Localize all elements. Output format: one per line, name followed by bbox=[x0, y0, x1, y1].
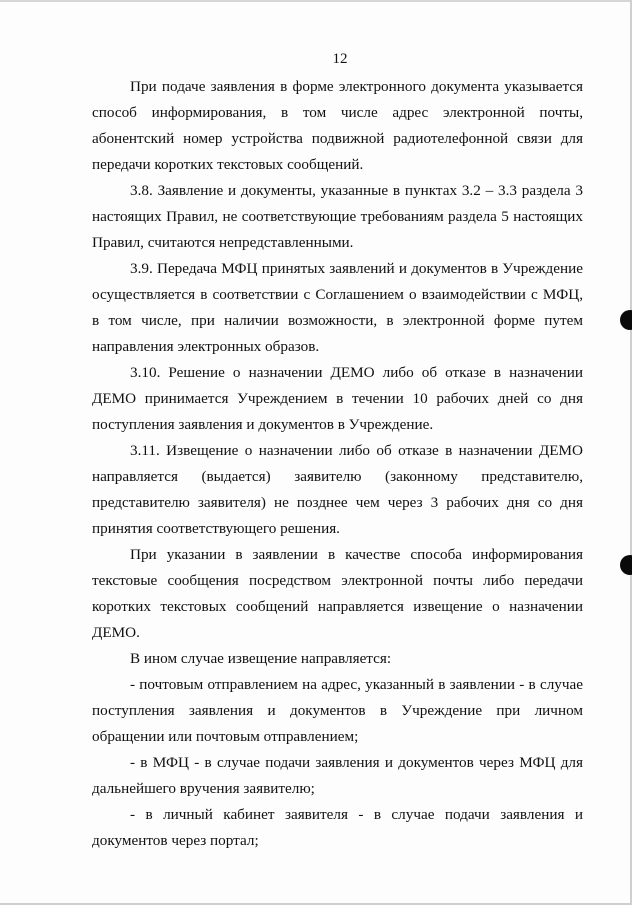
page-number: 12 bbox=[332, 51, 348, 67]
paragraph-informing-method: При подаче заявления в форме электронного документа указывается способ информирования, в том числе адрес электронной почты, абонентский номер устройства подвижной радиотелефонной связи для передачи коротких текстовых сообщений. bbox=[92, 78, 583, 173]
punch-hole bbox=[620, 310, 632, 330]
list-item-mfc: - в МФЦ - в случае подачи заявления и документов через МФЦ для дальнейшего вручения заявителю; bbox=[92, 754, 583, 797]
punch-hole bbox=[620, 555, 632, 575]
document-body bbox=[92, 74, 583, 854]
paragraph-3-8: 3.8. Заявление и документы, указанные в пунктах 3.2 – 3.3 раздела 3 настоящих Правил, не соответствующие требованиям раздела 5 настоящих Правил, считаются непредставленными. bbox=[92, 182, 583, 251]
list-item-postal: - почтовым отправлением на адрес, указанный в заявлении - в случае поступления заявления и документов в Учреждение при личном обращении или почтовым отправлением; bbox=[92, 676, 583, 745]
page-top-edge bbox=[0, 0, 632, 2]
paragraph-text-messages: При указании в заявлении в качестве способа информирования текстовые сообщения посредством электронной почты либо передачи коротких текстовых сообщений направляется извещение о назначении ДЕМО. bbox=[92, 546, 583, 641]
list-item-personal-account: - в личный кабинет заявителя - в случае подачи заявления и документов через портал; bbox=[92, 806, 583, 849]
paragraph-3-11: 3.11. Извещение о назначении либо об отказе в назначении ДЕМО направляется (выдается) заявителю (законному представителю, представителю заявителя) не позднее чем через 3 рабочих дня со дня принятия соответствующего решения. bbox=[92, 442, 583, 537]
paragraph-3-9: 3.9. Передача МФЦ принятых заявлений и документов в Учреждение осуществляется в соответствии с Соглашением о взаимодействии с МФЦ, в том числе, при наличии возможности, в электронной форме путем направления электронных образов. bbox=[92, 260, 583, 355]
paragraph-3-10: 3.10. Решение о назначении ДЕМО либо об отказе в назначении ДЕМО принимается Учреждением в течении 10 рабочих дней со дня поступления заявления и документов в Учреждение. bbox=[92, 364, 583, 433]
paragraph-otherwise: В ином случае извещение направляется: bbox=[130, 650, 392, 667]
